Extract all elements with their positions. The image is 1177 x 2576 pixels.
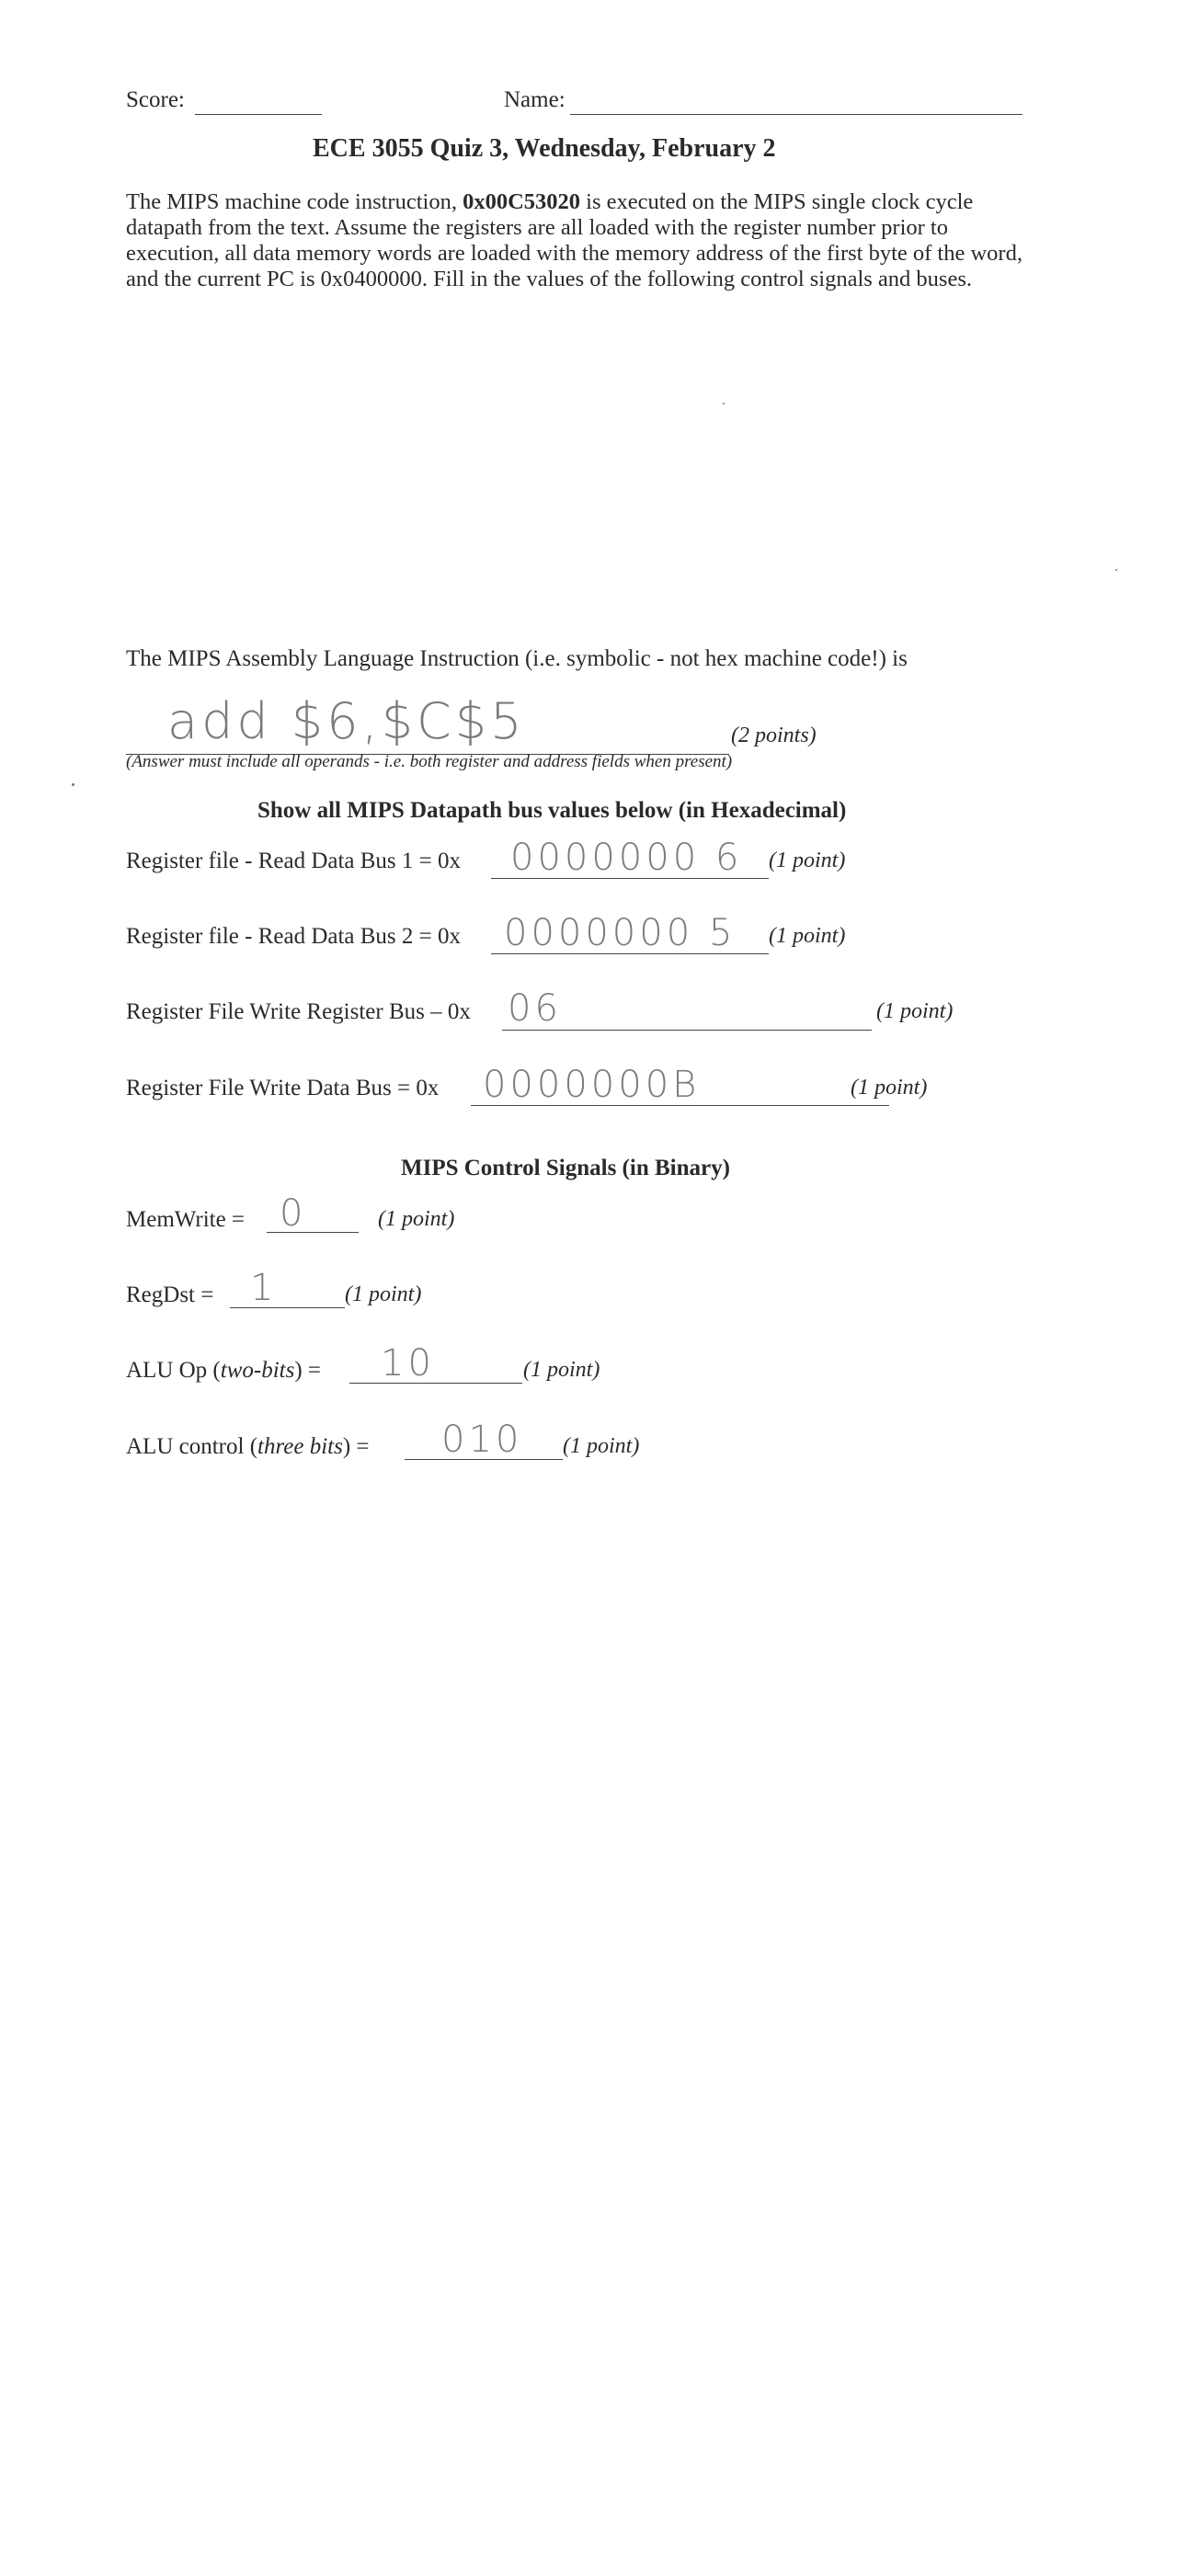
- score-label: Score:: [126, 87, 185, 112]
- write-register-bus-answer: 06: [508, 987, 562, 1030]
- name-label: Name:: [504, 87, 566, 112]
- datapath-heading: Show all MIPS Datapath bus values below (in Hexadecimal): [257, 798, 847, 823]
- read-data-bus-2-points: (1 point): [769, 924, 846, 948]
- score-field[interactable]: [195, 114, 322, 115]
- regdst-answer: 1: [250, 1267, 278, 1309]
- write-register-bus-field[interactable]: [502, 1030, 872, 1031]
- write-register-bus-label: Register File Write Register Bus – 0x: [126, 999, 471, 1024]
- write-data-bus-points: (1 point): [851, 1076, 928, 1100]
- assembly-points: (2 points): [731, 724, 817, 747]
- control-heading: MIPS Control Signals (in Binary): [401, 1156, 730, 1180]
- alu-control-label: ALU control (three bits) =: [126, 1434, 370, 1459]
- scan-speck: [72, 783, 74, 786]
- aluop-points: (1 point): [523, 1358, 600, 1382]
- read-data-bus-1-answer: 0000000 6: [510, 837, 743, 879]
- scan-speck: [1115, 569, 1117, 571]
- assembly-note: (Answer must include all operands - i.e. both register and address fields when present): [126, 752, 733, 771]
- write-data-bus-answer: 0000000B: [483, 1064, 701, 1106]
- regdst-field[interactable]: [230, 1307, 345, 1308]
- assembly-handwritten-answer: add $6,$C$5: [167, 692, 526, 750]
- write-register-bus-points: (1 point): [876, 999, 954, 1023]
- name-field[interactable]: [570, 114, 1023, 115]
- read-data-bus-1-points: (1 point): [769, 849, 846, 872]
- read-data-bus-2-answer: 0000000 5: [504, 912, 737, 954]
- machine-code: 0x00C53020: [463, 189, 581, 214]
- regdst-points: (1 point): [345, 1282, 422, 1306]
- write-data-bus-label: Register File Write Data Bus = 0x: [126, 1076, 440, 1100]
- read-data-bus-1-label: Register file - Read Data Bus 1 = 0x: [126, 849, 462, 873]
- intro-paragraph: The MIPS machine code instruction, 0x00C53020 is executed on the MIPS single clock cycle datapath from the text. Assume the registers are all loaded with the register number prior to execution, all data memory words are loaded with the memory address of the first byte of the word, and the current PC is 0x0400000. Fill in the values of the following control signals and buses.: [126, 189, 1023, 291]
- page-title: ECE 3055 Quiz 3, Wednesday, February 2: [313, 134, 776, 163]
- read-data-bus-2-label: Register file - Read Data Bus 2 = 0x: [126, 924, 462, 949]
- assembly-prompt: The MIPS Assembly Language Instruction (i.e. symbolic - not hex machine code!) is: [126, 646, 908, 671]
- memwrite-label: MemWrite =: [126, 1207, 246, 1232]
- aluop-field[interactable]: [349, 1383, 522, 1384]
- memwrite-answer: 0: [280, 1192, 307, 1235]
- aluop-label: ALU Op (two-bits) =: [126, 1358, 322, 1383]
- scan-speck: [723, 403, 725, 405]
- alu-control-points: (1 point): [563, 1434, 640, 1458]
- memwrite-points: (1 point): [378, 1207, 455, 1231]
- aluop-answer: 10: [381, 1342, 435, 1385]
- regdst-label: RegDst =: [126, 1282, 214, 1307]
- alu-control-answer: 010: [441, 1419, 523, 1461]
